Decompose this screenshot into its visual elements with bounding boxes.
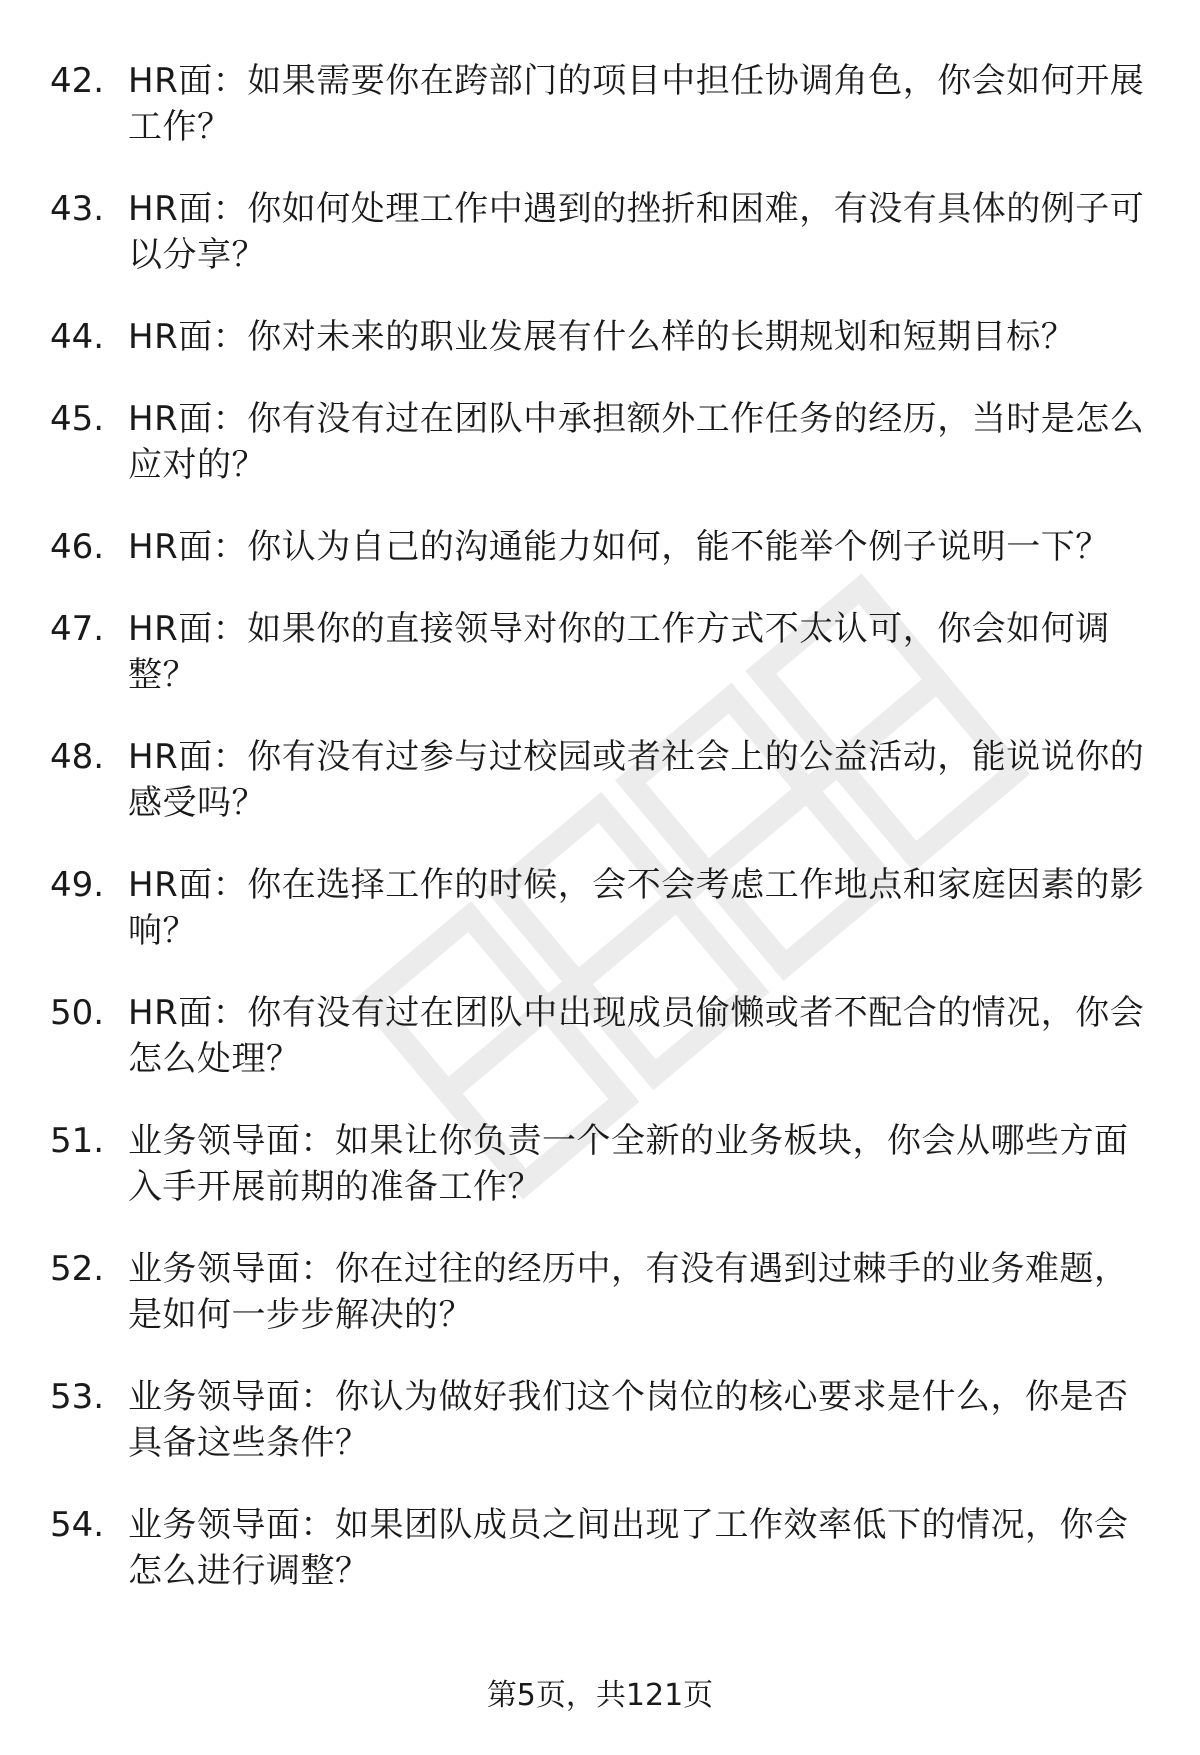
question-text: HR面：如果你的直接领导对你的工作方式不太认可，你会如何调整？ [128, 609, 1110, 695]
question-text: HR面：如果需要你在跨部门的项目中担任协调角色，你会如何开展工作？ [128, 61, 1145, 147]
question-item [50, 314, 1160, 360]
question-text: HR面：你如何处理工作中遇到的挫折和困难，有没有具体的例子可以分享？ [128, 189, 1145, 275]
question-text: HR面：你有没有过在团队中承担额外工作任务的经历，当时是怎么应对的？ [128, 399, 1145, 485]
question-text: HR面：你有没有过在团队中出现成员偷懒或者不配合的情况，你会怎么处理？ [128, 993, 1145, 1079]
question-text: HR面：你对未来的职业发展有什么样的长期规划和短期目标？ [128, 317, 1076, 357]
question-text: HR面：你有没有过参与过校园或者社会上的公益活动，能说说你的感受吗？ [128, 737, 1145, 823]
question-text: 业务领导面：如果让你负责一个全新的业务板块，你会从哪些方面入手开展前期的准备工作？ [128, 1121, 1129, 1207]
question-number: 54. [50, 1505, 105, 1545]
question-number: 52. [50, 1249, 105, 1289]
question-text: 业务领导面：你认为做好我们这个岗位的核心要求是什么，你是否具备这些条件？ [128, 1377, 1129, 1463]
question-text: 业务领导面：如果团队成员之间出现了工作效率低下的情况，你会怎么进行调整？ [128, 1505, 1129, 1591]
question-item [50, 524, 1160, 570]
question-item [50, 1502, 1160, 1594]
question-number: 51. [50, 1121, 105, 1161]
page-number-label: 第5页，共121页 [486, 1678, 714, 1713]
question-item [50, 1246, 1160, 1338]
question-item [50, 396, 1160, 488]
question-list [50, 58, 1160, 1630]
question-text: HR面：你在选择工作的时候，会不会考虑工作地点和家庭因素的影响？ [128, 865, 1145, 951]
page-footer [0, 1676, 1200, 1716]
question-number: 48. [50, 737, 105, 777]
question-item [50, 606, 1160, 698]
question-item [50, 1118, 1160, 1210]
question-number: 47. [50, 609, 105, 649]
question-item [50, 990, 1160, 1082]
question-item [50, 186, 1160, 278]
question-number: 45. [50, 399, 105, 439]
question-item [50, 862, 1160, 954]
question-item [50, 734, 1160, 826]
question-item [50, 58, 1160, 150]
question-text: HR面：你认为自己的沟通能力如何，能不能举个例子说明一下？ [128, 527, 1110, 567]
question-number: 46. [50, 527, 105, 567]
question-number: 49. [50, 865, 105, 905]
question-number: 42. [50, 61, 105, 101]
question-number: 50. [50, 993, 105, 1033]
question-item [50, 1374, 1160, 1466]
question-number: 44. [50, 317, 105, 357]
question-number: 43. [50, 189, 105, 229]
question-number: 53. [50, 1377, 105, 1417]
question-text: 业务领导面：你在过往的经历中，有没有遇到过棘手的业务难题，是如何一步步解决的？ [128, 1249, 1129, 1335]
